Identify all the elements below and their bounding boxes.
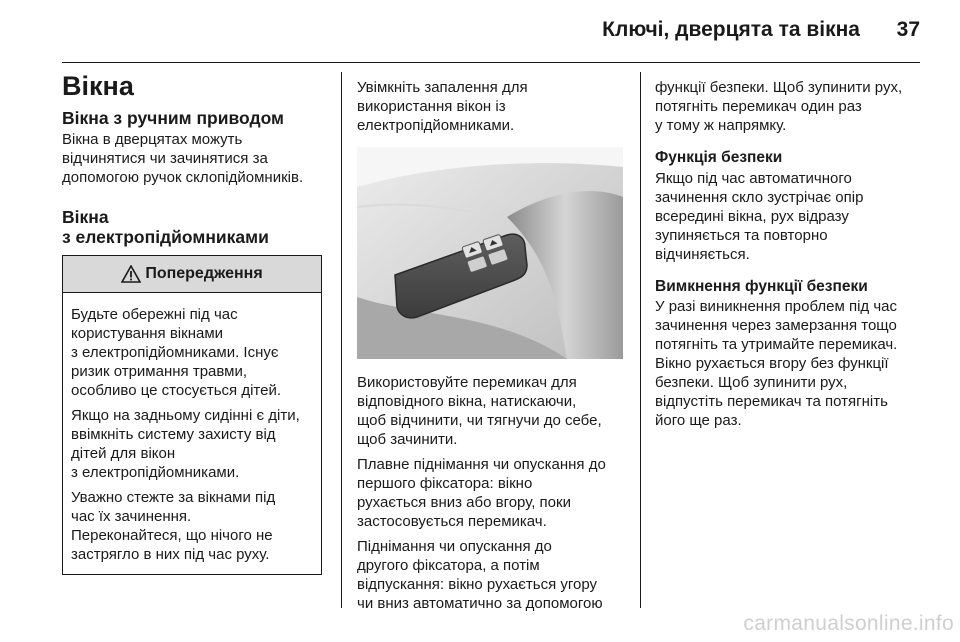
section-heading-windows: Вікна bbox=[62, 71, 134, 101]
disable-safety-text: У разі виникнення проблем під час зачинення через замерзання тощо потягніть та утримайте перемикач. Вікно рухається вгору без функції безпеки. Щоб зупинити рух, відпустіть перемикач та потягніть його ще раз. bbox=[655, 298, 898, 430]
warning-triangle-icon bbox=[121, 265, 141, 283]
warning-paragraph-2: Якщо на задньому сидінні є діти, ввімкніть систему захисту від дітей для вікон з електропідйомниками. bbox=[71, 407, 300, 482]
column-divider-left bbox=[341, 72, 342, 608]
first-detent-text: Плавне піднімання чи опускання до першого фіксатора: вікно рухається вниз або вгору, поки застосовується перемикач. bbox=[357, 456, 606, 530]
warning-title: Попередження bbox=[145, 265, 263, 283]
page-number: 37 bbox=[896, 18, 920, 41]
subheading-electric-windows: Вікна з електропідйомниками bbox=[62, 206, 269, 247]
manual-windows-text: Вікна в дверцятах можуть відчинятися чи зачинятися за допомогою ручок склопідйомників. bbox=[62, 130, 304, 186]
page-header-title: Ключі, дверцята та вікна bbox=[602, 18, 860, 41]
warning-paragraph-3: Уважно стежте за вікнами під час їх зачинення. Переконайтеся, що нічого не застрягло в них під час руху. bbox=[71, 489, 276, 564]
warning-paragraph-1: Будьте обережні під час користування вікнами з електропідйомниками. Існує ризик отримання травми, особливо це стосується дітей. bbox=[71, 306, 281, 400]
column-1 bbox=[62, 72, 324, 575]
column-2 bbox=[357, 78, 625, 619]
header-rule bbox=[62, 62, 920, 63]
warning-header bbox=[63, 256, 321, 293]
column-divider-right bbox=[640, 72, 641, 608]
safety-function-heading: Функція безпеки bbox=[655, 149, 783, 166]
second-detent-text: Піднімання чи опускання до другого фіксатора, а потім відпускання: вікно рухається угору чи вниз автоматично за допомогою bbox=[357, 538, 603, 612]
column-3 bbox=[655, 78, 925, 438]
subheading-manual-windows: Вікна з ручним приводом bbox=[62, 107, 284, 128]
switch-usage-text: Використовуйте перемикач для відповідного вікна, натискаючи, щоб відчинити, чи тягнучи до себе, щоб зачинити. bbox=[357, 374, 602, 448]
warning-body bbox=[63, 293, 321, 574]
warning-box bbox=[62, 255, 322, 575]
disable-safety-heading: Вимкнення функції безпеки bbox=[655, 277, 868, 295]
safety-function-text: Якщо під час автоматичного зачинення скло зустрічає опір всередині вікна, рух відразу зупиняється та повторно відчиняється. bbox=[655, 169, 864, 263]
window-switch-photo bbox=[357, 147, 623, 359]
ignition-intro-text: Увімкніть запалення для використання вікон із електропідйомниками. bbox=[357, 79, 528, 134]
watermark-footer: carmanualsonline.info bbox=[743, 612, 954, 635]
stop-motion-text: функції безпеки. Щоб зупинити рух, потягніть перемикач один раз у тому ж напрямку. bbox=[655, 79, 903, 134]
